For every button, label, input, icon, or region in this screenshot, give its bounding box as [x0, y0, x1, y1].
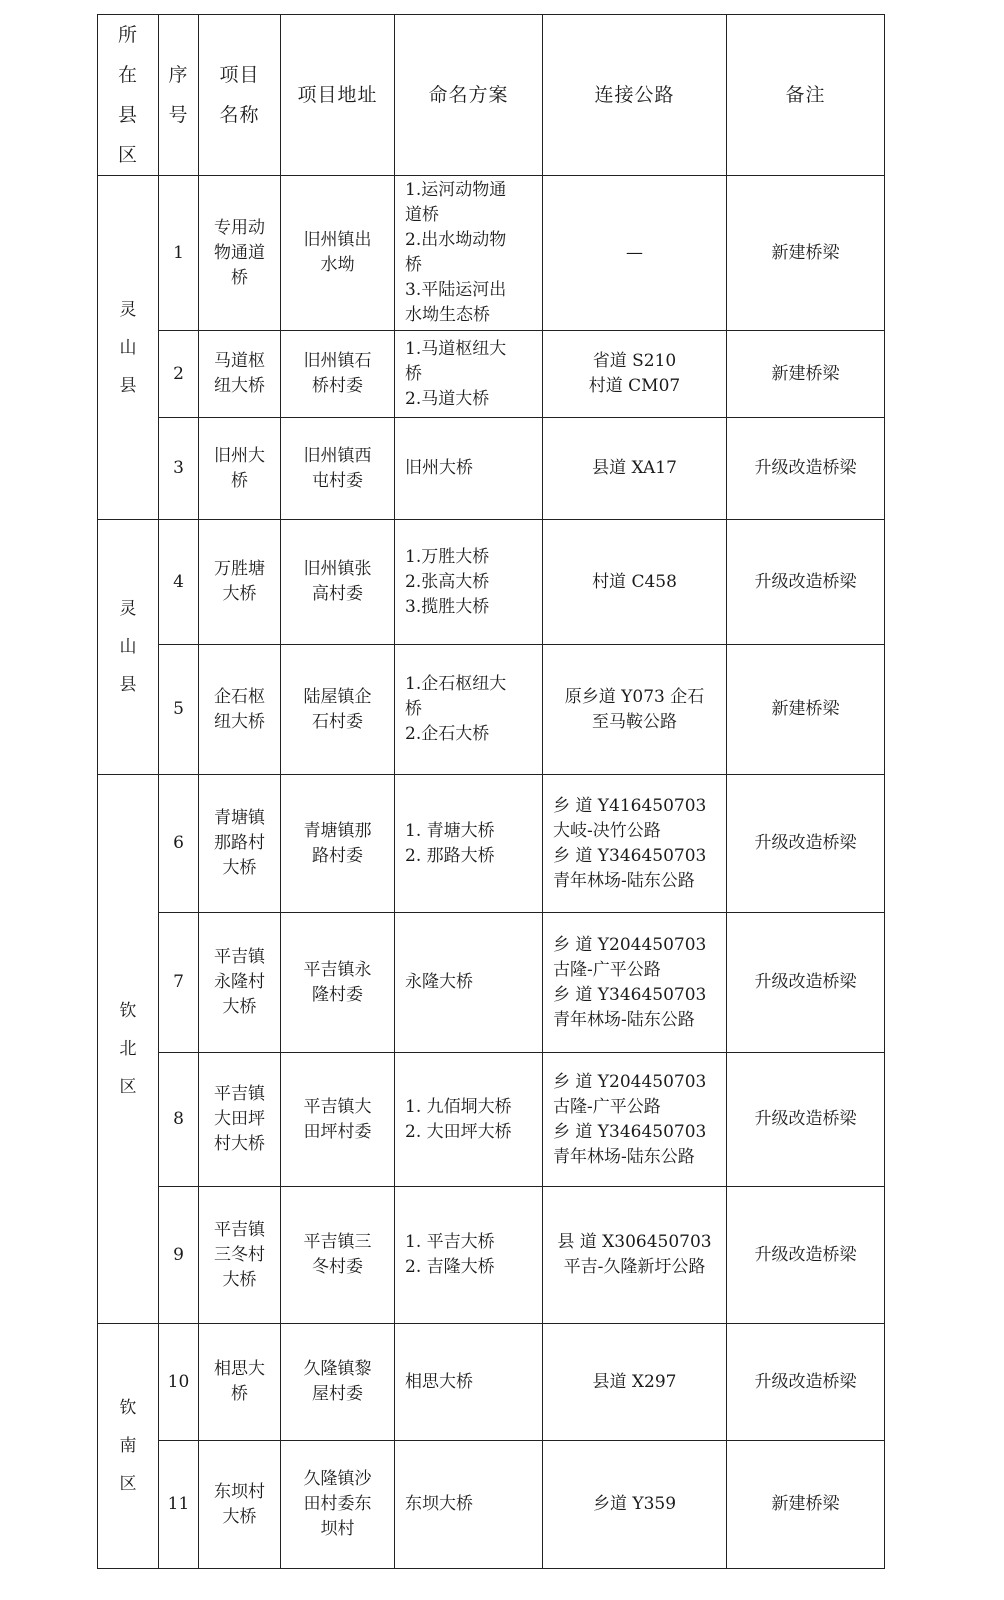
- header-name-text: 项目名称: [219, 64, 260, 126]
- project-name-cell: [199, 1187, 281, 1324]
- county-cell: [98, 520, 159, 775]
- naming-plan-cell: [395, 1441, 543, 1569]
- row-index: 1: [159, 176, 199, 331]
- naming-line: 桥: [405, 255, 422, 275]
- name-line: 纽大桥: [214, 376, 265, 396]
- connecting-road-cell: [543, 176, 727, 331]
- naming-line: 相思大桥: [405, 1371, 473, 1392]
- table-row: [98, 775, 885, 913]
- project-address-cell: [281, 775, 395, 913]
- naming-line: 1.运河动物通: [405, 180, 507, 200]
- project-address-cell: [281, 176, 395, 331]
- county-name: 钦南区: [119, 1398, 137, 1494]
- header-row: [98, 15, 885, 176]
- header-road: 连接公路: [543, 15, 727, 176]
- naming-plan-cell: [395, 1187, 543, 1324]
- note-cell: 升级改造桥梁: [727, 1324, 885, 1441]
- road-line: 古隆-广平公路: [553, 959, 661, 980]
- address-line: 桥村委: [312, 376, 363, 396]
- name-line: 三冬村: [214, 1244, 265, 1265]
- header-county-text: 所在县区: [117, 24, 138, 166]
- county-name: 灵山县: [119, 599, 137, 695]
- table-row: [98, 1441, 885, 1569]
- table-row: [98, 1187, 885, 1324]
- address-line: 隆村委: [312, 984, 363, 1005]
- name-line: 村大桥: [214, 1134, 265, 1154]
- name-line: 物通道: [214, 242, 265, 263]
- table-body: [98, 176, 885, 1569]
- address-line: 平吉镇三: [303, 1232, 372, 1252]
- header-county: [98, 15, 159, 176]
- note-cell: 新建桥梁: [727, 645, 885, 775]
- table-row: [98, 913, 885, 1053]
- project-address-cell: [281, 645, 395, 775]
- address-line: 平吉镇永: [303, 959, 372, 980]
- bridge-naming-table-container: [97, 14, 885, 1569]
- road-line: 村道 C458: [592, 571, 677, 592]
- connecting-road-cell: [543, 418, 727, 520]
- road-line: 县 道 X306450703: [557, 1232, 712, 1252]
- bridge-naming-table: [97, 14, 885, 1569]
- project-address-cell: [281, 1053, 395, 1187]
- naming-line: 东坝大桥: [405, 1494, 473, 1514]
- name-line: 大桥: [222, 1269, 257, 1290]
- header-address: 项目地址: [281, 15, 395, 176]
- naming-line: 2.马道大桥: [405, 388, 490, 409]
- road-line: 县道 X297: [592, 1371, 677, 1392]
- naming-line: 2.出水坳动物: [405, 230, 507, 250]
- connecting-road-cell: [543, 1324, 727, 1441]
- header-naming: 命名方案: [395, 15, 543, 176]
- name-line: 相思大: [214, 1359, 265, 1379]
- naming-line: 1. 平吉大桥: [405, 1232, 495, 1252]
- name-line: 万胜塘: [214, 559, 265, 579]
- road-line: 乡 道 Y204450703: [553, 934, 707, 955]
- address-line: 平吉镇大: [303, 1096, 372, 1117]
- address-line: 田村委东: [303, 1494, 372, 1514]
- address-line: 旧州镇张: [303, 559, 372, 579]
- table-row: [98, 331, 885, 418]
- project-name-cell: [199, 775, 281, 913]
- row-index: 9: [159, 1187, 199, 1324]
- naming-line: 2.企石大桥: [405, 724, 490, 744]
- name-line: 专用动: [214, 217, 265, 238]
- name-line: 桥: [231, 470, 248, 491]
- address-line: 旧州镇石: [303, 351, 372, 371]
- note-cell: 新建桥梁: [727, 1441, 885, 1569]
- project-address-cell: [281, 913, 395, 1053]
- name-line: 平吉镇: [214, 1219, 265, 1240]
- table-row: [98, 176, 885, 331]
- naming-line: 1.马道枢纽大: [405, 338, 507, 359]
- address-line: 陆屋镇企: [303, 686, 372, 707]
- header-index: [159, 15, 199, 176]
- naming-line: 桥: [405, 363, 422, 384]
- project-address-cell: [281, 1441, 395, 1569]
- naming-line: 道桥: [405, 205, 439, 225]
- address-line: 旧州镇西: [303, 445, 372, 466]
- county-name: 钦北区: [119, 1001, 137, 1097]
- note-cell: 新建桥梁: [727, 331, 885, 418]
- table-row: [98, 520, 885, 645]
- address-line: 石村委: [312, 711, 363, 732]
- county-cell: [98, 1324, 159, 1569]
- road-line: 乡 道 Y204450703: [553, 1071, 707, 1092]
- row-index: 5: [159, 645, 199, 775]
- table-row: [98, 645, 885, 775]
- road-line: 乡 道 Y346450703: [553, 845, 707, 866]
- row-index: 10: [159, 1324, 199, 1441]
- project-name-cell: [199, 1053, 281, 1187]
- project-name-cell: [199, 176, 281, 331]
- project-name-cell: [199, 913, 281, 1053]
- row-index: 6: [159, 775, 199, 913]
- naming-line: 永隆大桥: [405, 972, 473, 992]
- project-name-cell: [199, 1324, 281, 1441]
- name-line: 马道枢: [214, 351, 265, 371]
- name-line: 大桥: [222, 997, 257, 1017]
- project-address-cell: [281, 1324, 395, 1441]
- county-cell: [98, 176, 159, 520]
- name-line: 旧州大: [214, 445, 265, 466]
- road-line: 大岐-决竹公路: [553, 820, 661, 841]
- naming-plan-cell: [395, 1324, 543, 1441]
- address-line: 屋村委: [312, 1384, 363, 1404]
- address-line: 水坳: [320, 255, 355, 275]
- note-cell: 升级改造桥梁: [727, 1053, 885, 1187]
- note-cell: 升级改造桥梁: [727, 913, 885, 1053]
- project-address-cell: [281, 331, 395, 418]
- naming-line: 2. 那路大桥: [405, 845, 495, 866]
- county-cell: [98, 775, 159, 1324]
- naming-line: 3.平陆运河出: [405, 280, 507, 300]
- project-name-cell: [199, 418, 281, 520]
- road-line: 乡 道 Y346450703: [553, 1121, 707, 1142]
- address-line: 旧州镇出: [303, 230, 372, 250]
- address-line: 久隆镇沙: [303, 1469, 372, 1489]
- road-line: —: [626, 242, 643, 263]
- header-index-text: 序号: [168, 64, 189, 126]
- project-name-cell: [199, 520, 281, 645]
- connecting-road-cell: [543, 1187, 727, 1324]
- road-line: 省道 S210: [592, 351, 677, 371]
- connecting-road-cell: [543, 1053, 727, 1187]
- address-line: 久隆镇黎: [303, 1359, 372, 1379]
- connecting-road-cell: [543, 645, 727, 775]
- address-line: 高村委: [312, 584, 363, 604]
- table-row: [98, 418, 885, 520]
- naming-plan-cell: [395, 520, 543, 645]
- road-line: 平吉-久隆新圩公路: [563, 1257, 706, 1277]
- note-cell: 新建桥梁: [727, 176, 885, 331]
- connecting-road-cell: [543, 331, 727, 418]
- address-line: 坝村: [320, 1519, 355, 1539]
- row-index: 3: [159, 418, 199, 520]
- address-line: 路村委: [312, 845, 363, 866]
- road-line: 村道 CM07: [588, 376, 681, 396]
- connecting-road-cell: [543, 775, 727, 913]
- row-index: 11: [159, 1441, 199, 1569]
- naming-line: 1. 青塘大桥: [405, 820, 495, 841]
- address-line: 冬村委: [312, 1257, 363, 1277]
- connecting-road-cell: [543, 913, 727, 1053]
- name-line: 大桥: [222, 584, 257, 604]
- name-line: 永隆村: [214, 972, 265, 992]
- note-cell: 升级改造桥梁: [727, 775, 885, 913]
- table-row: [98, 1324, 885, 1441]
- name-line: 纽大桥: [214, 711, 265, 732]
- name-line: 大桥: [222, 1506, 257, 1527]
- header-name: [199, 15, 281, 176]
- naming-line: 3.揽胜大桥: [405, 596, 490, 617]
- naming-plan-cell: [395, 645, 543, 775]
- name-line: 平吉镇: [214, 947, 265, 967]
- road-line: 乡 道 Y346450703: [553, 984, 707, 1005]
- naming-plan-cell: [395, 913, 543, 1053]
- name-line: 企石枢: [214, 686, 265, 707]
- name-line: 青塘镇: [214, 808, 265, 828]
- road-line: 至马鞍公路: [592, 711, 677, 732]
- project-address-cell: [281, 418, 395, 520]
- connecting-road-cell: [543, 520, 727, 645]
- naming-plan-cell: [395, 331, 543, 418]
- road-line: 青年林场-陆东公路: [553, 1009, 695, 1030]
- note-cell: 升级改造桥梁: [727, 520, 885, 645]
- name-line: 那路村: [214, 833, 265, 853]
- row-index: 4: [159, 520, 199, 645]
- name-line: 东坝村: [214, 1481, 265, 1502]
- project-name-cell: [199, 645, 281, 775]
- header-note: 备注: [727, 15, 885, 176]
- project-name-cell: [199, 1441, 281, 1569]
- naming-line: 1. 九佰垌大桥: [405, 1096, 512, 1117]
- project-address-cell: [281, 520, 395, 645]
- table-row: [98, 1053, 885, 1187]
- row-index: 8: [159, 1053, 199, 1187]
- naming-line: 1.万胜大桥: [405, 546, 490, 567]
- name-line: 桥: [231, 267, 248, 288]
- row-index: 2: [159, 331, 199, 418]
- naming-plan-cell: [395, 418, 543, 520]
- county-name: 灵山县: [119, 299, 137, 396]
- row-index: 7: [159, 913, 199, 1053]
- naming-plan-cell: [395, 775, 543, 913]
- note-cell: 升级改造桥梁: [727, 1187, 885, 1324]
- address-line: 青塘镇那: [303, 820, 372, 841]
- naming-line: 1.企石枢纽大: [405, 674, 507, 694]
- road-line: 古隆-广平公路: [553, 1096, 661, 1117]
- naming-line: 水坳生态桥: [405, 305, 490, 325]
- naming-plan-cell: [395, 1053, 543, 1187]
- connecting-road-cell: [543, 1441, 727, 1569]
- naming-line: 旧州大桥: [405, 458, 473, 478]
- naming-line: 桥: [405, 699, 422, 719]
- naming-plan-cell: [395, 176, 543, 331]
- road-line: 乡 道 Y416450703: [553, 795, 707, 816]
- name-line: 桥: [231, 1384, 248, 1404]
- road-line: 原乡道 Y073 企石: [564, 686, 705, 707]
- naming-line: 2. 吉隆大桥: [405, 1257, 495, 1277]
- road-line: 县道 XA17: [592, 458, 677, 478]
- address-line: 田坪村委: [303, 1121, 372, 1142]
- address-line: 屯村委: [312, 470, 363, 491]
- naming-line: 2.张高大桥: [405, 571, 490, 592]
- name-line: 大桥: [222, 858, 257, 878]
- project-name-cell: [199, 331, 281, 418]
- naming-line: 2. 大田坪大桥: [405, 1121, 512, 1142]
- road-line: 乡道 Y359: [592, 1494, 677, 1514]
- road-line: 青年林场-陆东公路: [553, 870, 695, 891]
- name-line: 大田坪: [214, 1109, 265, 1129]
- project-address-cell: [281, 1187, 395, 1324]
- road-line: 青年林场-陆东公路: [553, 1146, 695, 1167]
- note-cell: 升级改造桥梁: [727, 418, 885, 520]
- name-line: 平吉镇: [214, 1084, 265, 1104]
